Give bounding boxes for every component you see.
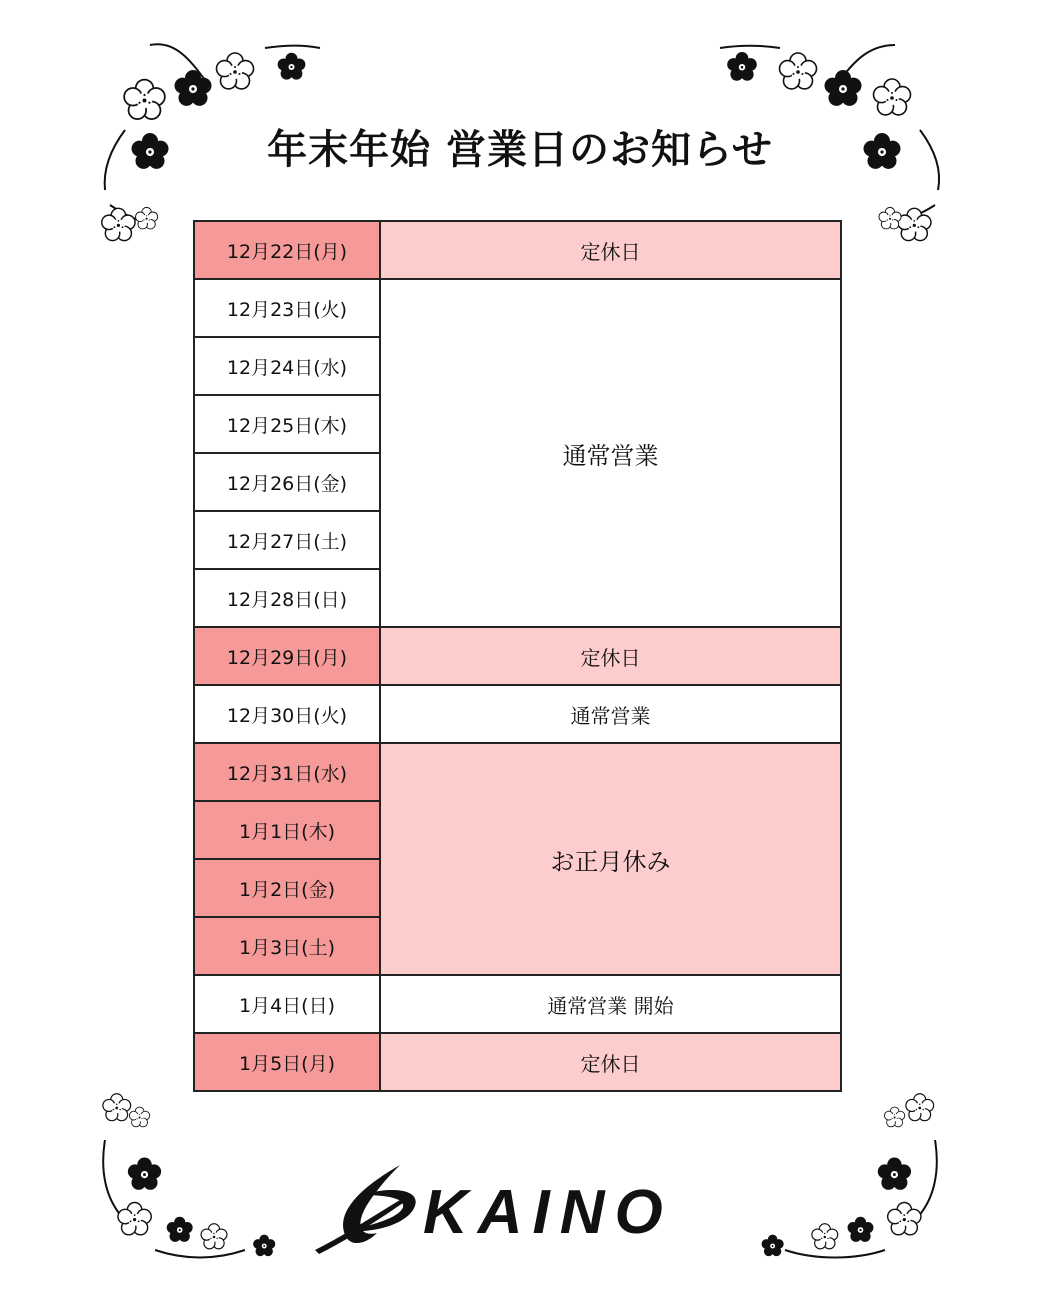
table-row — [194, 1033, 841, 1091]
schedule-table — [193, 220, 842, 1092]
date-cell: 12月29日(月) — [194, 627, 380, 685]
status-cell: 定休日 — [380, 627, 841, 685]
status-cell: 通常営業 開始 — [380, 975, 841, 1033]
date-cell: 1月1日(木) — [194, 801, 380, 859]
plum-blossom-decoration-bottom-left — [95, 1090, 295, 1270]
date-cell: 12月30日(火) — [194, 685, 380, 743]
kaino-logo — [305, 1155, 745, 1255]
date-cell: 12月23日(火) — [194, 279, 380, 337]
status-cell: 通常営業 — [380, 685, 841, 743]
date-cell: 12月25日(木) — [194, 395, 380, 453]
table-row — [194, 279, 841, 337]
date-cell: 1月4日(日) — [194, 975, 380, 1033]
table-row — [194, 975, 841, 1033]
date-cell: 12月22日(月) — [194, 221, 380, 279]
schedule-table-wrap — [193, 220, 842, 1092]
date-cell: 1月5日(月) — [194, 1033, 380, 1091]
date-cell: 12月27日(土) — [194, 511, 380, 569]
table-row — [194, 627, 841, 685]
date-cell: 12月24日(水) — [194, 337, 380, 395]
date-cell: 12月26日(金) — [194, 453, 380, 511]
page-title: 年末年始 営業日のお知らせ — [267, 127, 773, 173]
date-cell: 12月31日(水) — [194, 743, 380, 801]
table-row — [194, 221, 841, 279]
status-cell: 定休日 — [380, 221, 841, 279]
status-cell: お正月休み — [380, 743, 841, 975]
status-cell: 定休日 — [380, 1033, 841, 1091]
date-cell: 1月3日(土) — [194, 917, 380, 975]
table-row — [194, 685, 841, 743]
logo-text: KAINO — [423, 1178, 673, 1247]
table-row — [194, 743, 841, 801]
swoosh-mark-icon — [315, 1165, 416, 1254]
date-cell: 12月28日(日) — [194, 569, 380, 627]
plum-blossom-decoration-bottom-right — [745, 1090, 945, 1270]
status-cell: 通常営業 — [380, 279, 841, 627]
date-cell: 1月2日(金) — [194, 859, 380, 917]
